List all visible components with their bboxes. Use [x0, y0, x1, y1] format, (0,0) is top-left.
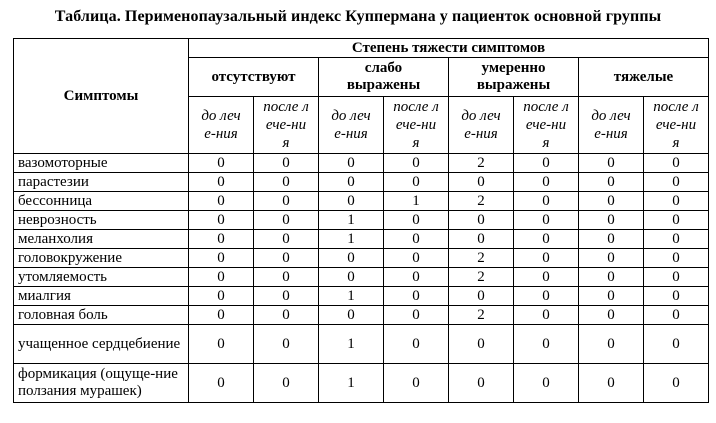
cell-value: 0: [644, 268, 709, 287]
cell-value: 0: [189, 192, 254, 211]
cell-value: 0: [384, 325, 449, 364]
cell-value: 0: [189, 268, 254, 287]
group-absent: отсутствуют: [189, 58, 319, 97]
table-row: [14, 287, 709, 306]
subheader-after: [644, 97, 709, 154]
cell-value: 0: [319, 268, 384, 287]
cell-value: 2: [449, 249, 514, 268]
group-severe: тяжелые: [579, 58, 709, 97]
cell-value: 0: [254, 249, 319, 268]
symptom-name: неврозность: [14, 211, 189, 230]
table-row: [14, 268, 709, 287]
cell-value: 0: [579, 287, 644, 306]
cell-value: 0: [644, 287, 709, 306]
cell-value: 0: [254, 173, 319, 192]
severity-header: Степень тяжести симптомов: [189, 39, 709, 58]
cell-value: 2: [449, 154, 514, 173]
cell-value: 0: [449, 173, 514, 192]
cell-value: 1: [319, 325, 384, 364]
table-row: [14, 211, 709, 230]
cell-value: 0: [514, 268, 579, 287]
cell-value: 1: [319, 364, 384, 403]
cell-value: 0: [254, 364, 319, 403]
table-caption: Таблица. Перименопаузальный индекс Куппермана у пациенток основной группы: [54, 8, 662, 25]
kupperman-index-table: [13, 38, 709, 403]
subheader-after-text: после лече-ния: [263, 99, 309, 151]
cell-value: 0: [514, 364, 579, 403]
subheader-before: [189, 97, 254, 154]
symptom-name: миалгия: [14, 287, 189, 306]
symptom-name: формикация (ощуще-ние ползания мурашек): [14, 364, 189, 403]
group-mild: [319, 58, 449, 97]
cell-value: 0: [644, 154, 709, 173]
subheader-before: [579, 97, 644, 154]
cell-value: 0: [579, 230, 644, 249]
group-moderate: [449, 58, 579, 97]
cell-value: 0: [189, 364, 254, 403]
cell-value: 0: [189, 287, 254, 306]
symptom-name: парастезии: [14, 173, 189, 192]
subheader-before-text: до лече-ния: [591, 108, 631, 142]
cell-value: 0: [254, 287, 319, 306]
subheader-after-text: после лече-ния: [393, 99, 439, 151]
subheader-before-text: до лече-ния: [461, 108, 501, 142]
table-row: [14, 154, 709, 173]
symptom-name: головокружение: [14, 249, 189, 268]
cell-value: 0: [579, 249, 644, 268]
table-row: [14, 364, 709, 403]
cell-value: 0: [644, 230, 709, 249]
symptom-name: утомляемость: [14, 268, 189, 287]
cell-value: 0: [254, 306, 319, 325]
cell-value: 0: [644, 249, 709, 268]
table-body: [14, 154, 709, 403]
cell-value: 0: [189, 249, 254, 268]
cell-value: 2: [449, 192, 514, 211]
cell-value: 0: [189, 306, 254, 325]
cell-value: 0: [514, 230, 579, 249]
cell-value: 0: [189, 154, 254, 173]
cell-value: 0: [514, 306, 579, 325]
cell-value: 0: [514, 192, 579, 211]
table-row: [14, 306, 709, 325]
subheader-after: [384, 97, 449, 154]
symptom-name: меланхолия: [14, 230, 189, 249]
cell-value: 0: [449, 211, 514, 230]
cell-value: 0: [384, 287, 449, 306]
symptoms-header: Симптомы: [14, 39, 189, 154]
cell-value: 0: [514, 249, 579, 268]
cell-value: 0: [644, 192, 709, 211]
cell-value: 0: [384, 306, 449, 325]
cell-value: 2: [449, 268, 514, 287]
cell-value: 0: [514, 154, 579, 173]
cell-value: 0: [449, 325, 514, 364]
cell-value: 0: [579, 192, 644, 211]
cell-value: 0: [579, 325, 644, 364]
cell-value: 0: [514, 287, 579, 306]
symptom-name: бессонница: [14, 192, 189, 211]
cell-value: 1: [384, 192, 449, 211]
cell-value: 0: [644, 325, 709, 364]
cell-value: 0: [319, 173, 384, 192]
cell-value: 0: [384, 154, 449, 173]
cell-value: 1: [319, 230, 384, 249]
cell-value: 0: [254, 154, 319, 173]
cell-value: 1: [319, 211, 384, 230]
cell-value: 0: [579, 154, 644, 173]
cell-value: 0: [579, 364, 644, 403]
cell-value: 0: [514, 325, 579, 364]
cell-value: 0: [319, 192, 384, 211]
symptom-name: учащенное сердцебиение: [14, 325, 189, 364]
cell-value: 0: [384, 249, 449, 268]
cell-value: 0: [254, 230, 319, 249]
cell-value: 0: [579, 268, 644, 287]
cell-value: 0: [254, 211, 319, 230]
cell-value: 0: [579, 211, 644, 230]
subheader-after: [514, 97, 579, 154]
subheader-before-text: до лече-ния: [331, 108, 371, 142]
cell-value: 0: [384, 268, 449, 287]
cell-value: 0: [254, 325, 319, 364]
cell-value: 0: [644, 211, 709, 230]
cell-value: 1: [319, 287, 384, 306]
cell-value: 0: [189, 325, 254, 364]
cell-value: 0: [254, 268, 319, 287]
cell-value: 0: [514, 211, 579, 230]
subheader-after-text: после лече-ния: [653, 99, 699, 151]
subheader-before-text: до лече-ния: [201, 108, 241, 142]
cell-value: 2: [449, 306, 514, 325]
group-moderate-label: умеренно выражены: [476, 60, 551, 93]
cell-value: 0: [579, 306, 644, 325]
cell-value: 0: [384, 173, 449, 192]
cell-value: 0: [384, 211, 449, 230]
cell-value: 0: [189, 173, 254, 192]
cell-value: 0: [384, 230, 449, 249]
table-row: [14, 192, 709, 211]
table-row: [14, 173, 709, 192]
cell-value: 0: [644, 364, 709, 403]
cell-value: 0: [449, 364, 514, 403]
cell-value: 0: [189, 211, 254, 230]
cell-value: 0: [319, 306, 384, 325]
cell-value: 0: [579, 173, 644, 192]
cell-value: 0: [319, 249, 384, 268]
subheader-after: [254, 97, 319, 154]
table-row: [14, 230, 709, 249]
symptom-name: вазомоторные: [14, 154, 189, 173]
cell-value: 0: [514, 173, 579, 192]
cell-value: 0: [384, 364, 449, 403]
subheader-before: [319, 97, 384, 154]
cell-value: 0: [449, 230, 514, 249]
cell-value: 0: [449, 287, 514, 306]
group-mild-label: слабо выражены: [346, 60, 421, 93]
symptom-name: головная боль: [14, 306, 189, 325]
table-row: [14, 249, 709, 268]
cell-value: 0: [319, 154, 384, 173]
cell-value: 0: [644, 306, 709, 325]
subheader-after-text: после лече-ния: [523, 99, 569, 151]
cell-value: 0: [254, 192, 319, 211]
subheader-before: [449, 97, 514, 154]
cell-value: 0: [189, 230, 254, 249]
cell-value: 0: [644, 173, 709, 192]
table-row: [14, 325, 709, 364]
